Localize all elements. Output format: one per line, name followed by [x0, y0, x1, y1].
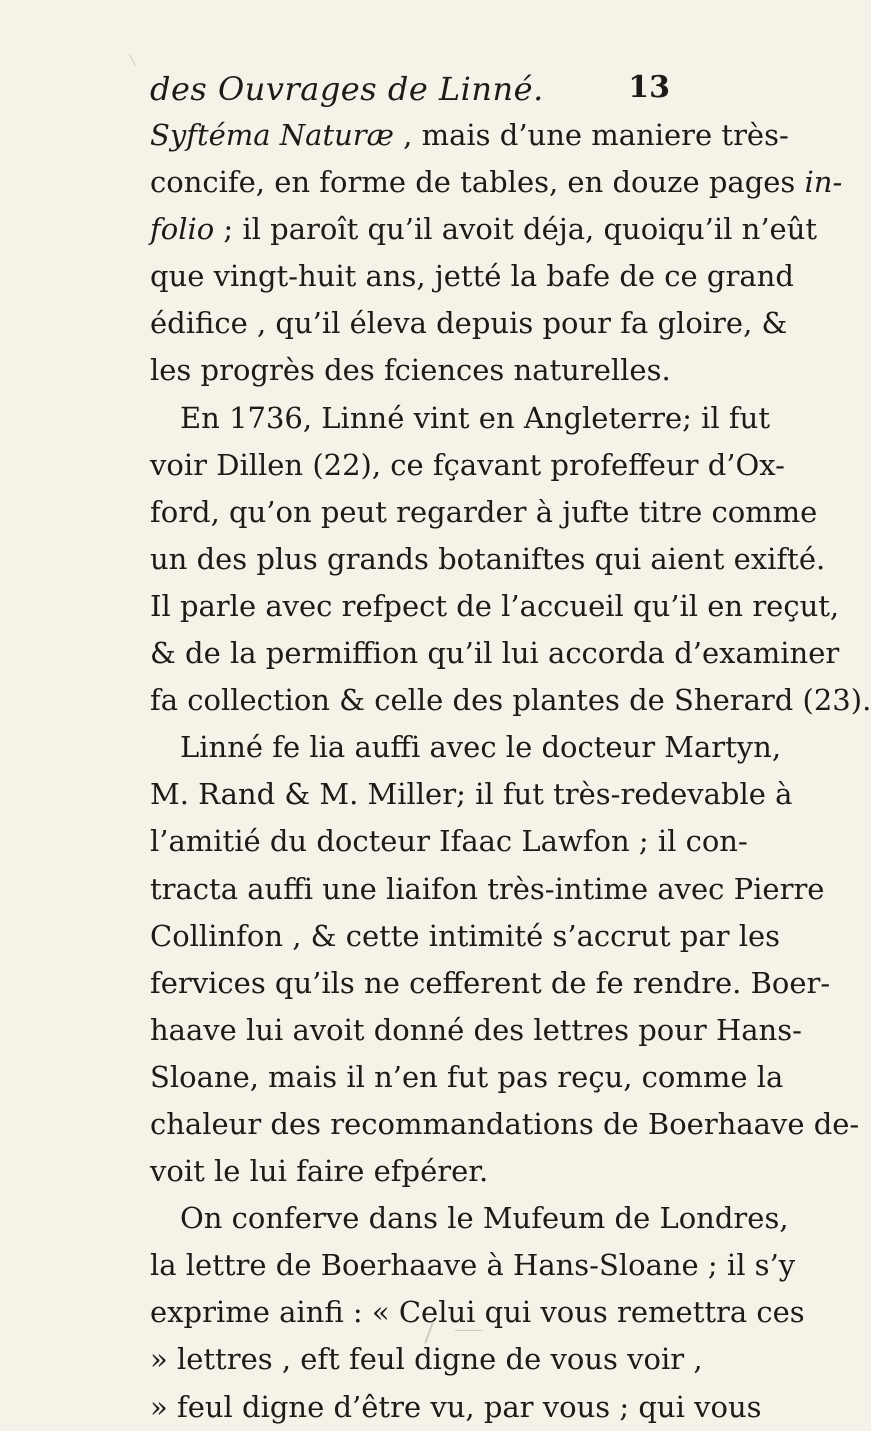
text-line	[150, 1148, 670, 1195]
running-head: des Ouvrages de Linné.	[150, 70, 544, 108]
text-line	[150, 112, 789, 159]
text-run: Il parle avec refpect de l’accueil qu’il en reçut,	[150, 588, 840, 623]
text-run: haave lui avoit donné des lettres pour Hans-	[150, 1012, 802, 1047]
text-run: En 1736, Linné vint en Angleterre; il fut	[180, 400, 770, 435]
text-run: les progrès des fciences naturelles.	[150, 353, 671, 388]
text-run: la lettre de Boerhaave à Hans-Sloane ; il s’y	[150, 1248, 796, 1283]
text-run: exprime ainfi : « Celui qui vous remettra ces	[150, 1295, 805, 1330]
page-number: 13	[628, 70, 670, 105]
text-run: fervices qu’ils ne cefferent de fe rendre. Boer-	[150, 965, 831, 1000]
italic-text: Syftéma Naturæ	[150, 118, 394, 152]
text-run: M. Rand & M. Miller; il fut très-redevable à	[150, 777, 793, 812]
text-run: l’amitié du docteur Ifaac Lawfon ; il con-	[150, 824, 748, 859]
text-run: tracta auffi une liaifon très-intime avec Pierre	[150, 871, 825, 906]
text-line	[150, 1289, 805, 1336]
text-line	[150, 583, 840, 630]
text-line	[150, 536, 826, 583]
text-line	[150, 1336, 703, 1383]
text-run: ford, qu’on peut regarder à jufte titre comme	[150, 494, 818, 529]
text-line	[150, 395, 770, 442]
text-run: que vingt-huit ans, jetté la bafe de ce grand	[150, 259, 794, 294]
text-line	[150, 677, 871, 724]
text-line	[150, 253, 794, 300]
text-run: Collinfon , & cette intimité s’accrut par les	[150, 918, 781, 953]
text-line	[150, 1054, 784, 1101]
text-line	[150, 1195, 789, 1242]
text-run: chaleur des recommandations de Boerhaave de-	[150, 1106, 860, 1141]
text-run: voir Dillen (22), ce fçavant profeffeur d’Ox-	[150, 447, 785, 482]
text-line	[150, 866, 825, 913]
text-run: édifice , qu’il éleva depuis pour fa gloire, &	[150, 306, 788, 341]
text-run: , mais d’une maniere très-	[393, 118, 789, 152]
text-run: un des plus grands botaniftes qui aient exifté.	[150, 541, 826, 576]
body-text	[150, 112, 871, 1431]
ink-mark	[455, 1330, 483, 1331]
text-line	[150, 1007, 802, 1054]
page-header	[150, 70, 670, 110]
text-line	[150, 159, 843, 206]
text-line	[150, 818, 748, 865]
text-run: » lettres , eft feul digne de vous voir ,	[150, 1342, 703, 1377]
italic-text: folio	[150, 212, 215, 247]
text-line	[150, 630, 840, 677]
text-run: » feul digne d’être vu, par vous ; qui vous	[150, 1389, 762, 1424]
text-run: concife, en forme de tables, en douze pages	[150, 165, 805, 200]
text-run: ; il paroît qu’il avoit déja, quoiqu’il n’eût	[214, 212, 818, 247]
text-line	[150, 206, 818, 253]
text-line	[150, 442, 785, 489]
text-run: & de la permiffion qu’il lui accorda d’examiner	[150, 636, 840, 671]
text-line	[150, 1101, 860, 1148]
text-run: On conferve dans le Mufeum de Londres,	[180, 1201, 789, 1236]
italic-text: in-	[804, 165, 843, 200]
ink-mark	[129, 55, 136, 66]
text-line	[150, 913, 781, 960]
text-line	[150, 347, 670, 394]
text-line	[150, 1384, 762, 1431]
text-line	[150, 1242, 796, 1289]
text-line	[150, 489, 818, 536]
text-run: fa collection & celle des plantes de Sherard (23).	[150, 683, 871, 718]
text-line	[150, 724, 782, 771]
text-run: voit le lui faire efpérer.	[150, 1154, 489, 1189]
text-run: Sloane, mais il n’en fut pas reçu, comme la	[150, 1059, 784, 1094]
text-line	[150, 771, 793, 818]
text-line	[150, 300, 788, 347]
text-line	[150, 960, 831, 1007]
text-run: Linné fe lia auffi avec le docteur Martyn,	[180, 730, 782, 765]
